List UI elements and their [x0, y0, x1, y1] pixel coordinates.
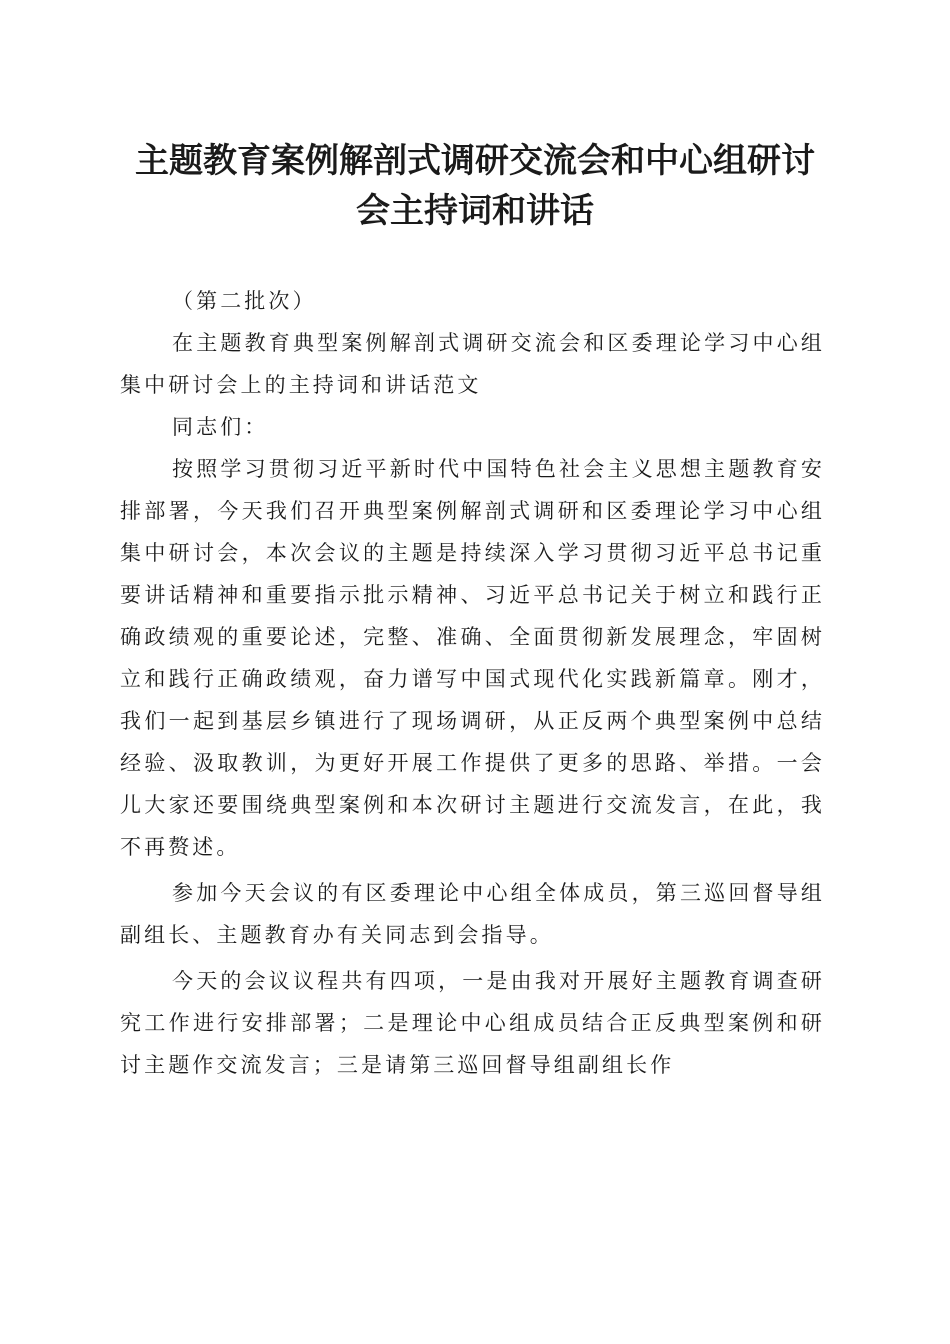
document-title [100, 136, 850, 236]
salutation: 同志们： [172, 415, 269, 439]
title-line-2: 会主持词和讲话 [356, 191, 594, 231]
title-line-1: 主题教育案例解剖式调研交流会和中心组研讨 [135, 141, 815, 181]
body-paragraph: 参加今天会议的有区委理论中心组全体成员，第三巡回督导组副组长、主题教育办有关同志到会指导。 [120, 881, 825, 947]
document-body [120, 280, 825, 1090]
subtitle-paragraph: 在主题教育典型案例解剖式调研交流会和区委理论学习中心组集中研讨会上的主持词和讲话范文 [120, 331, 825, 397]
batch-note: （第二批次） [172, 289, 317, 313]
body-paragraph: 今天的会议议程共有四项，一是由我对开展好主题教育调查研究工作进行安排部署；二是理论中心组成员结合正反典型案例和研讨主题作交流发言；三是请第三巡回督导组副组长作 [120, 969, 825, 1077]
body-paragraph: 按照学习贯彻习近平新时代中国特色社会主义思想主题教育安排部署，今天我们召开典型案例解剖式调研和区委理论学习中心组集中研讨会，本次会议的主题是持续深入学习贯彻习近平总书记重要讲话精神和重要指示批示精神、习近平总书记关于树立和践行正确政绩观的重要论述，完整、准确、全面贯彻新发展理念，牢固树立和践行正确政绩观，奋力谱写中国式现代化实践新篇章。刚才，我们一起到基层乡镇进行了现场调研，从正反两个典型案例中总结经验、汲取教训，为更好开展工作提供了更多的思路、举措。一会儿大家还要围绕典型案例和本次研讨主题进行交流发言，在此，我不再赘述。 [120, 457, 825, 859]
